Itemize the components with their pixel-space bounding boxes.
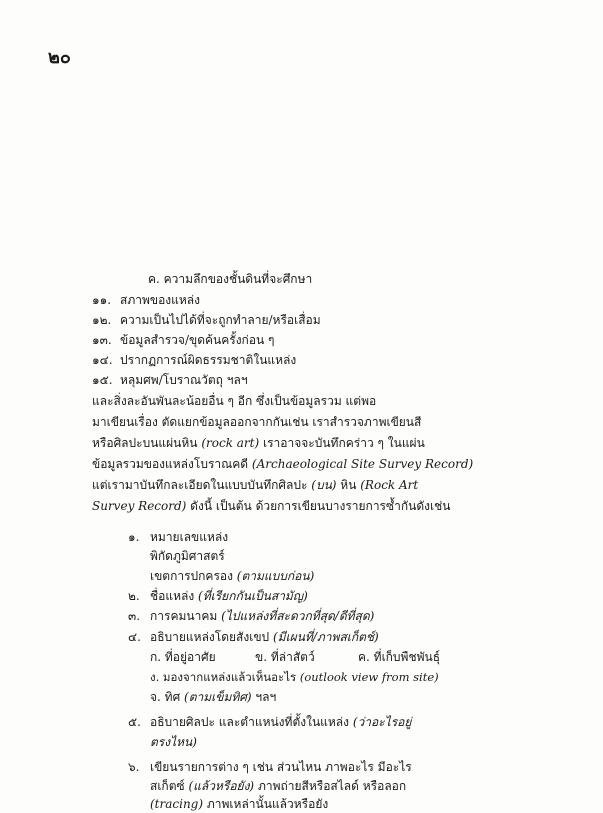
list-italic: (ตามเข็มทิศ) — [184, 690, 252, 704]
paragraph-text: แต่เรามาบันทึกละเอียดในแบบบันทึกศิลปะ — [92, 478, 308, 492]
paragraph-italic: (บน) — [311, 478, 337, 492]
list-text-part: อธิบายศิลปะ และตำแหน่งที่ตั้งในแหล่ง — [150, 715, 350, 729]
list-text — [150, 630, 379, 645]
list-subitem — [150, 690, 276, 705]
item-number: ๑๕. — [92, 373, 113, 387]
list-text-part: อธิบายแหล่งโดยสังเขป — [150, 630, 270, 644]
list-italic: ตรงไหน) — [150, 735, 197, 749]
list-subitem: ก. ที่อยู่อาศัย — [150, 650, 216, 664]
list-italic: (ที่เรียกกันเป็นสามัญ) — [198, 589, 308, 603]
list-text: เขียนรายการต่าง ๆ เช่น ส่วนไหน ภาพอะไร มีอะไร — [150, 760, 412, 774]
item-text: หลุมศพ/โบราณวัตถุ ฯลฯ — [120, 373, 248, 387]
list-text-part: ภาพถ่ายสีหรือสไลด์ หรือลอก — [257, 779, 407, 793]
paragraph-line — [92, 436, 425, 451]
list-text-part: สเก็ตซ์ — [150, 779, 185, 793]
item-text: ปรากฏการณ์ผิดธรรมชาติในแหล่ง — [120, 353, 297, 367]
item-text: ข้อมูลสำรวจ/ขุดค้นครั้งก่อน ๆ — [120, 333, 275, 347]
item-number: ๑๒. — [92, 313, 112, 327]
list-number: ๓. — [128, 609, 141, 623]
list-text: หมายเลขแหล่ง — [150, 530, 229, 544]
list-text-part: เขตการปกครอง — [150, 569, 233, 583]
item-text: ความเป็นไปได้ที่จะถูกทำลาย/หรือเสื่อม — [120, 313, 321, 327]
page-number: ๒๐ — [48, 47, 71, 68]
list-number: ๖. — [128, 760, 140, 774]
list-text-part: ภาพเหล่านั้นแล้วหรือยัง — [206, 797, 329, 811]
paragraph-italic: (Archaeological Site Survey Record) — [251, 457, 474, 471]
list-italic: (ไปแหล่งที่สะดวกที่สุด/ดีที่สุด) — [221, 609, 375, 623]
item-number: ๑๑. — [92, 293, 112, 307]
paragraph-italic: Survey Record) — [92, 499, 187, 513]
list-text — [150, 779, 406, 794]
list-text — [150, 589, 308, 604]
item-text: สภาพของแหล่ง — [120, 293, 201, 307]
paragraph-text: ข้อมูลรวมของแหล่งโบราณคดี — [92, 457, 249, 471]
list-subitem: ข. ที่ล่าสัตว์ — [255, 650, 315, 664]
paragraph-line — [92, 478, 418, 493]
paragraph-text: ดังนี้ เป็นต้น ด้วยการเขียนบางรายการซ้ำกันดังเช่น — [190, 499, 451, 513]
list-number: ๔. — [128, 630, 141, 644]
item-number: ๑๔. — [92, 353, 113, 367]
list-number: ๒. — [128, 589, 140, 603]
paragraph-line — [92, 457, 473, 472]
list-text-part: การคมนาคม — [150, 609, 218, 623]
paragraph-text: หรือศิลปะบนแผ่นหิน — [92, 436, 198, 450]
section-heading: ค. ความลึกของชั้นดินที่จะศึกษา — [148, 272, 313, 286]
list-subitem: ค. ที่เก็บพืชพันธุ์ — [358, 650, 441, 664]
paragraph-line — [92, 499, 450, 514]
list-subitem — [150, 670, 439, 685]
list-text-part: ชื่อแหล่ง — [150, 589, 195, 603]
paragraph-italic: (rock art) — [201, 436, 260, 450]
list-text — [150, 569, 314, 584]
list-text-part: จ. ทิศ — [150, 690, 181, 704]
list-text-part: ง. มองจากแหล่งแล้วเห็นอะไร — [150, 670, 297, 684]
list-italic: (tracing) — [150, 797, 204, 811]
list-italic: (ว่าอะไรอยู่ — [352, 715, 412, 729]
paragraph-italic: (Rock Art — [360, 478, 419, 492]
list-text — [150, 715, 411, 730]
list-italic: (ตามแบบก่อน) — [236, 569, 315, 583]
list-text-part: ฯลฯ — [255, 690, 277, 704]
list-italic: (แล้วหรือยัง) — [188, 779, 255, 793]
list-number: ๑. — [128, 530, 140, 544]
list-text: พิกัดภูมิศาสตร์ — [150, 549, 225, 563]
list-number: ๕. — [128, 715, 141, 729]
paragraph-text: หิน — [340, 478, 357, 492]
list-text — [150, 797, 328, 812]
paragraph-text: เราอาจจะบันทึกคร่าว ๆ ในแผ่น — [263, 436, 425, 450]
list-italic: (outlook view from site) — [299, 670, 439, 684]
paragraph-line: มาเขียนเรื่อง ตัดแยกข้อมูลออกจากกันเช่น เราสำรวจภาพเขียนสี — [92, 415, 422, 429]
item-number: ๑๓. — [92, 333, 112, 347]
list-italic: (มีเผนที่/ภาพสเก็ตช์) — [272, 630, 379, 644]
list-text — [150, 609, 374, 624]
paragraph-line: และสิ่งละอันพันละน้อยอื่น ๆ อีก ซึ่งเป็นข้อมูลรวม แต่พอ — [92, 394, 377, 408]
